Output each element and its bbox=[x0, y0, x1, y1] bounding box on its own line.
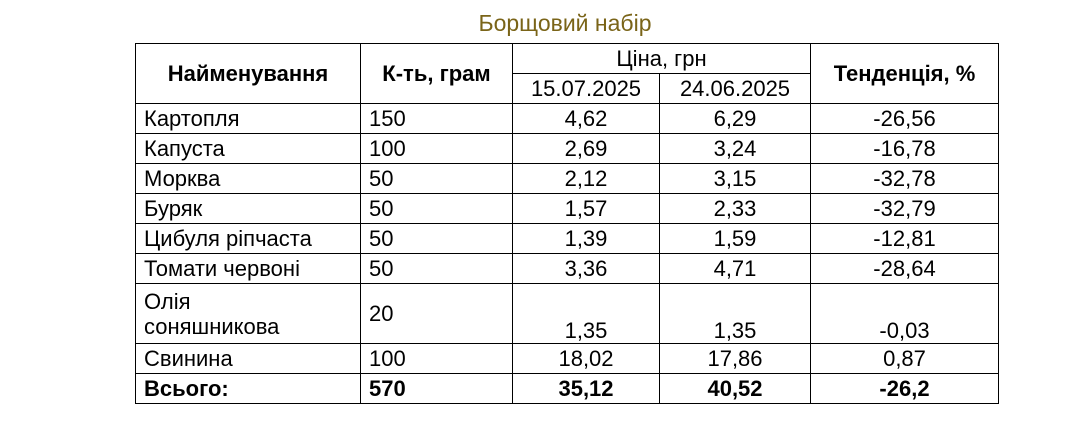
cell-price-1: 1,39 bbox=[513, 224, 660, 254]
cell-name-line-1: Олія bbox=[144, 288, 191, 314]
cell-price-2: 3,24 bbox=[660, 134, 811, 164]
total-price-1: 35,12 bbox=[513, 374, 660, 404]
cell-qty: 20 bbox=[361, 284, 513, 344]
cell-name-line-2: соняшникова bbox=[144, 313, 280, 339]
total-trend: -26,2 bbox=[811, 374, 999, 404]
cell-name: Капуста bbox=[136, 134, 361, 164]
cell-trend: -16,78 bbox=[811, 134, 999, 164]
cell-price-1: 1,35 bbox=[513, 284, 660, 344]
header-name: Найменування bbox=[136, 44, 361, 104]
cell-price-2: 6,29 bbox=[660, 104, 811, 134]
cell-name: Морква bbox=[136, 164, 361, 194]
cell-name: Картопля bbox=[136, 104, 361, 134]
cell-price-2: 3,15 bbox=[660, 164, 811, 194]
cell-price-1: 2,69 bbox=[513, 134, 660, 164]
cell-price-1: 18,02 bbox=[513, 344, 660, 374]
cell-price-1: 4,62 bbox=[513, 104, 660, 134]
cell-price-2: 4,71 bbox=[660, 254, 811, 284]
cell-trend: -28,64 bbox=[811, 254, 999, 284]
cell-name: Цибуля ріпчаста bbox=[136, 224, 361, 254]
cell-qty: 150 bbox=[361, 104, 513, 134]
header-row bbox=[136, 44, 999, 74]
cell-name: Томати червоні bbox=[136, 254, 361, 284]
total-qty: 570 bbox=[361, 374, 513, 404]
total-label: Всього: bbox=[136, 374, 361, 404]
total-row bbox=[136, 374, 999, 404]
header-date-1: 15.07.2025 bbox=[513, 74, 660, 104]
cell-price-2: 17,86 bbox=[660, 344, 811, 374]
cell-price-1: 1,57 bbox=[513, 194, 660, 224]
cell-qty: 100 bbox=[361, 134, 513, 164]
cell-price-2: 2,33 bbox=[660, 194, 811, 224]
cell-name bbox=[136, 284, 361, 344]
cell-qty: 50 bbox=[361, 164, 513, 194]
cell-price-2: 1,35 bbox=[660, 284, 811, 344]
table-row bbox=[136, 224, 999, 254]
cell-price-1: 2,12 bbox=[513, 164, 660, 194]
table-row bbox=[136, 134, 999, 164]
cell-trend: 0,87 bbox=[811, 344, 999, 374]
table-row bbox=[136, 284, 999, 344]
cell-qty: 100 bbox=[361, 344, 513, 374]
table-row bbox=[136, 164, 999, 194]
cell-trend: -0,03 bbox=[811, 284, 999, 344]
table-row bbox=[136, 344, 999, 374]
header-trend: Тенденція, % bbox=[811, 44, 999, 104]
table-row bbox=[136, 104, 999, 134]
cell-qty: 50 bbox=[361, 254, 513, 284]
table-row bbox=[136, 194, 999, 224]
cell-trend: -26,56 bbox=[811, 104, 999, 134]
cell-qty: 50 bbox=[361, 224, 513, 254]
header-price: Ціна, грн bbox=[513, 44, 811, 74]
cell-trend: -32,79 bbox=[811, 194, 999, 224]
cell-name: Буряк bbox=[136, 194, 361, 224]
cell-trend: -32,78 bbox=[811, 164, 999, 194]
table-row bbox=[136, 254, 999, 284]
cell-trend: -12,81 bbox=[811, 224, 999, 254]
header-date-2: 24.06.2025 bbox=[660, 74, 811, 104]
page-title: Борщовий набір bbox=[478, 10, 652, 36]
total-price-2: 40,52 bbox=[660, 374, 811, 404]
header-qty: К-ть, грам bbox=[361, 44, 513, 104]
cell-price-2: 1,59 bbox=[660, 224, 811, 254]
cell-qty: 50 bbox=[361, 194, 513, 224]
cell-price-1: 3,36 bbox=[513, 254, 660, 284]
borscht-basket-table bbox=[135, 43, 999, 404]
cell-name: Свинина bbox=[136, 344, 361, 374]
